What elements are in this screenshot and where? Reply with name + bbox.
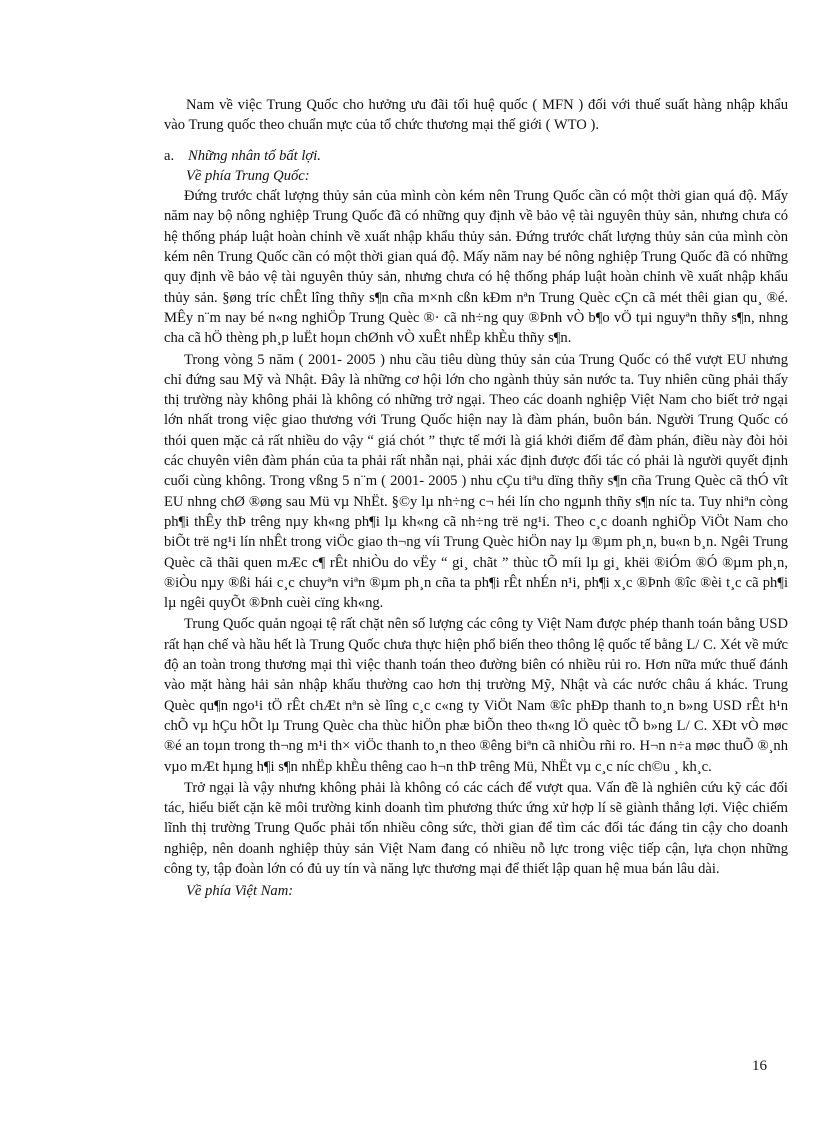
intro-paragraph: Nam về việc Trung Quốc cho hưởng ưu đãi tối huệ quốc ( MFN ) đối với thuế suất hàng nhập khẩu vào Trung quốc theo chuẩn mực của tổ chức thương mại thế giới ( WTO ).	[164, 97, 788, 134]
body-paragraph: Trung Quốc quản ngoại tệ rất chặt nên số lượng các công ty Việt Nam được phép thanh toán bằng USD rất hạn chế và hầu hết là Trung Quốc chưa thực hiện phổ biến theo thông lệ quốc tế bằng L/ C. Xét về mức độ an toàn trong thương mại thì việc thanh toán theo đường biên có nhiều rủi ro. Hơn nữa mức thuế đánh vào mặt hàng hải sản nhập khẩu thường cao hơn thị trường Mỹ, Nhật và các nước châu á khác. Trung Quèc qu¶n ngo¹i tÖ rÊt chÆt nªn sè lîng c¸c c«ng ty ViÖt Nam ®îc phÐp thanh to¸n b»ng USD rÊt h¹n chÕ vµ hÇu hÕt lµ Trung Quèc cha thùc hiÖn phæ biÕn theo th«ng lÖ quèc tÕ b»ng L/ C. XÐt vÒ møc ®é an toµn trong th¬ng m¹i th× viÖc thanh to¸n theo ®êng biªn cã nhiÒu rñi ro. H¬n n÷a møc thuÕ ®¸nh vµo mÆt hµng h¶i s¶n nhËp khÈu thêng cao h¬n thÞ trêng Mü, NhËt vµ c¸c níc ch©u ¸ kh¸c.	[164, 616, 788, 775]
subsection-heading-vietnam: Về phía Việt Nam:	[186, 883, 294, 900]
subsection-heading-china: Về phía Trung Quốc:	[186, 167, 310, 184]
page-content	[164, 95, 788, 902]
body-paragraph: Trong vòng 5 năm ( 2001- 2005 ) nhu cầu tiêu dùng thủy sản của Trung Quốc có thể vượt EU nhưng chỉ đứng sau Mỹ và Nhật. Đây là những cơ hội lớn cho ngành thủy sản nước ta. Tuy nhiên cũng phải thấy thị trường này không phải là không có những trở ngại. Theo các doanh nghiệp Việt Nam cho biết trở ngại lớn nhất trong việc giao thương với Trung Quốc hiện nay là đàm phán, buôn bán. Người Trung Quốc có thói quen mặc cả rất nhiều do vậy “ giá chót ” thực tế mới là giá khởi điểm để đàm phán, điều này đòi hỏi các chuyên viên đàm phán của ta phải rất nhẫn nại, phải xác định được đối tác có phải là người quyết định cuối cùng không. Trong vßng 5 n¨m ( 2001- 2005 ) nhu cÇu tiªu dïng thñy s¶n cña Trung Quèc cã thÓ vît EU nhng chØ ®øng sau Mü vµ NhËt. §©y lµ nh÷ng c¬ héi lín cho ngµnh thñy s¶n níc ta. Tuy nhiªn còng ph¶i thÊy thÞ trêng nµy kh«ng ph¶i lµ kh«ng cã nh÷ng trë ng¹i. Theo c¸c doanh nghiÖp ViÖt Nam cho biÕt trë ng¹i lín nhÊt trong viÖc giao th¬ng víi Trung Quèc hiÖn nay lµ ®µm ph¸n, bu«n b¸n. Ngêi Trung Quèc cã thãi quen mÆc c¶ rÊt nhiÒu do vËy “ gi¸ chãt ” thùc tÕ míi lµ gi¸ khëi ®iÓm ®Ó ®µm ph¸n, ®iÒu nµy ®ßi hái c¸c chuyªn viªn ®µm ph¸n cña ta ph¶i rÊt nhÉn n¹i, ph¶i x¸c ®Þnh ®îc ®èi t¸c cã ph¶i lµ ngêi quyÕt ®Þnh cuèi cïng kh«ng.	[164, 351, 788, 612]
page-number: 16	[752, 1058, 767, 1074]
section-title: Những nhân tố bất lợi.	[188, 147, 321, 164]
body-paragraph: Trở ngại là vậy nhưng không phải là không có các cách để vượt qua. Vấn đề là nghiên cứu kỹ các đối tác, hiểu biết cặn kẽ môi trường kinh doanh tìm phương thức ứng xử hợp lí sẽ giành thắng lợi. Việc chiếm lĩnh thị trường Trung Quốc phải tốn nhiều công sức, thời gian để tìm các đối tác đáng tin cậy cho doanh nghiệp, nên doanh nghiệp thủy sản Việt Nam đang có nhiều nỗ lực trong việc tiếp cận, lựa chọn những công ty, tập đoàn lớn có đủ uy tín và năng lực thương mại để thiết lập quan hệ mua bán lâu dài.	[164, 779, 788, 877]
body-paragraph: Đứng trước chất lượng thủy sản của mình còn kém nên Trung Quốc cần có một thời gian quá độ. Mấy năm nay bộ nông nghiệp Trung Quốc đã có những quy định về bảo vệ tài nguyên thủy sản, nhưng chưa có hệ thống pháp luật hoàn chỉnh về xuất nhập khẩu thủy sản. Đứng trước chất lượng thủy sản của mình còn kém nên Trung Quốc cần có một thời gian quá độ. Mấy năm nay bé nông nghiệp Trung Quốc đã có những quy định về bảo vệ tài nguyên thủy sản, nhưng chưa có hệ thống pháp luật hoàn chỉnh về xuất nhập khẩu thủy sản. §øng tríc chÊt lîng thñy s¶n cña m×nh cßn kÐm nªn Trung Quèc cÇn cã mét thêi gian qu¸ ®é. MÊy n¨m nay bé n«ng nghiÖp Trung Quèc ®· cã nh÷ng quy ®Þnh vÒ b¶o vÖ tµi nguyªn thñy s¶n, nhng cha cã hÖ thèng ph¸p luËt hoµn chØnh vÒ xuÊt nhËp khÈu thñy s¶n.	[164, 188, 788, 347]
section-heading	[164, 146, 788, 166]
section-marker: a.	[164, 147, 175, 164]
